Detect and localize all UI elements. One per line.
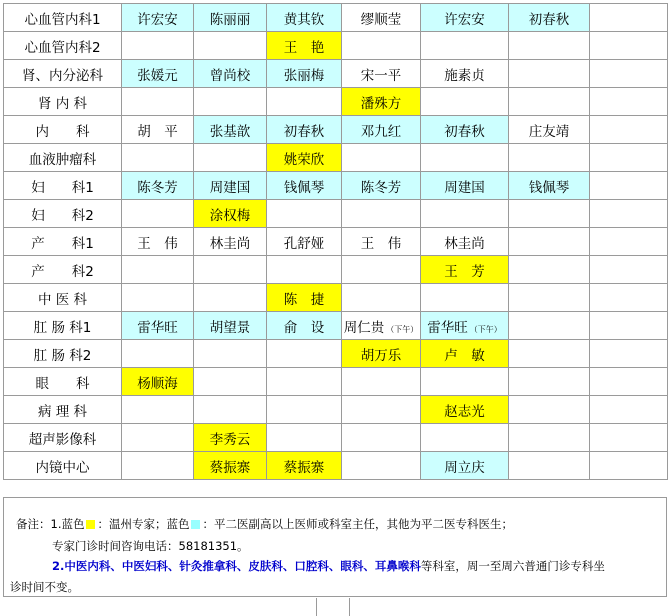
- doctor-cell: [194, 172, 267, 200]
- doctor-cell: [590, 424, 668, 452]
- doctor-cell: [421, 144, 509, 172]
- doctor-name: 周仁贵: [343, 319, 385, 336]
- department-cell: 妇 科2: [4, 200, 122, 228]
- doctor-cell: [267, 396, 342, 424]
- doctor-cell: [590, 4, 668, 32]
- doctor-cell: [122, 228, 194, 256]
- doctor-name: 林圭尚: [444, 235, 485, 252]
- doctor-cell: [421, 368, 509, 396]
- department-cell: 病 理 科: [4, 396, 122, 424]
- note-line-2: 专家门诊时间咨询电话：58181351。: [52, 539, 249, 553]
- department-cell: 产 科2: [4, 256, 122, 284]
- doctor-name: 周建国: [209, 179, 251, 196]
- department-cell: 妇 科1: [4, 172, 122, 200]
- table-row: [4, 32, 668, 60]
- doctor-cell: [122, 256, 194, 284]
- doctor-cell: [421, 312, 509, 340]
- doctor-cell: [590, 144, 668, 172]
- table-row: [4, 200, 668, 228]
- department-cell: 中 医 科: [4, 284, 122, 312]
- table-row: [4, 424, 668, 452]
- department-cell: 心血管内科1: [4, 4, 122, 32]
- doctor-cell: [194, 256, 267, 284]
- doctor-cell: [421, 228, 509, 256]
- doctor-cell: [421, 256, 509, 284]
- doctor-cell: [421, 396, 509, 424]
- doctor-cell: [194, 452, 267, 480]
- doctor-name: 李秀云: [209, 431, 251, 448]
- doctor-cell: [509, 284, 590, 312]
- doctor-cell: [267, 228, 342, 256]
- department-cell: 内 科: [4, 116, 122, 144]
- doctor-cell: [342, 116, 421, 144]
- doctor-cell: [509, 368, 590, 396]
- doctor-cell: [267, 60, 342, 88]
- doctor-cell: [509, 396, 590, 424]
- doctor-name: 许宏安: [444, 11, 485, 28]
- doctor-cell: [342, 368, 421, 396]
- doctor-cell: [122, 172, 194, 200]
- doctor-cell: [342, 424, 421, 452]
- doctor-cell: [590, 340, 668, 368]
- doctor-cell: [509, 340, 590, 368]
- doctor-name: 姚荣欣: [283, 151, 325, 168]
- doctor-cell: [267, 200, 342, 228]
- doctor-cell: [342, 284, 421, 312]
- note-departments: 中医内科、中医妇科、针灸推拿科、皮肤科、口腔科、眼科、耳鼻喉科: [64, 559, 421, 573]
- doctor-cell: [421, 200, 509, 228]
- doctor-cell: [590, 228, 668, 256]
- doctor-cell: [342, 4, 421, 32]
- doctor-name: 胡万乐: [360, 347, 402, 364]
- doctor-cell: [267, 452, 342, 480]
- doctor-cell: [122, 396, 194, 424]
- doctor-cell: [421, 172, 509, 200]
- doctor-cell: [421, 284, 509, 312]
- doctor-cell: [267, 284, 342, 312]
- department-cell: 肛 肠 科2: [4, 340, 122, 368]
- table-row: [4, 228, 668, 256]
- doctor-name: 王 艳: [283, 39, 325, 56]
- doctor-cell: [267, 424, 342, 452]
- doctor-cell: [590, 368, 668, 396]
- department-cell: 内镜中心: [4, 452, 122, 480]
- doctor-cell: [342, 340, 421, 368]
- doctor-cell: [122, 452, 194, 480]
- doctor-cell: [194, 312, 267, 340]
- doctor-cell: [342, 144, 421, 172]
- schedule-table: [3, 3, 668, 480]
- doctor-name: 庄友靖: [528, 123, 570, 140]
- doctor-cell: [421, 340, 509, 368]
- doctor-cell: [194, 144, 267, 172]
- doctor-cell: [194, 116, 267, 144]
- table-row: [4, 60, 668, 88]
- doctor-cell: [122, 4, 194, 32]
- doctor-name: 王 伟: [360, 235, 402, 252]
- department-cell: 肛 肠 科1: [4, 312, 122, 340]
- doctor-cell: [509, 4, 590, 32]
- afternoon-note: （下午）: [386, 324, 419, 334]
- doctor-cell: [342, 88, 421, 116]
- doctor-cell: [122, 284, 194, 312]
- doctor-cell: [122, 340, 194, 368]
- doctor-cell: [267, 256, 342, 284]
- department-cell: 肾 内 科: [4, 88, 122, 116]
- department-cell: 肾、内分泌科: [4, 60, 122, 88]
- note-line-1: [16, 514, 513, 535]
- doctor-name: 王 伟: [137, 235, 178, 252]
- doctor-cell: [342, 256, 421, 284]
- doctor-cell: [590, 256, 668, 284]
- doctor-name: 雷华旺: [427, 319, 468, 336]
- doctor-cell: [590, 32, 668, 60]
- doctor-cell: [194, 4, 267, 32]
- doctor-cell: [590, 452, 668, 480]
- doctor-cell: [509, 200, 590, 228]
- doctor-cell: [267, 368, 342, 396]
- doctor-cell: [421, 4, 509, 32]
- table-row: [4, 368, 668, 396]
- doctor-cell: [194, 60, 267, 88]
- doctor-cell: [194, 88, 267, 116]
- table-row: [4, 4, 668, 32]
- doctor-cell: [267, 144, 342, 172]
- doctor-cell: [267, 340, 342, 368]
- doctor-cell: [122, 312, 194, 340]
- note-label: 备注：1.蓝色: [16, 517, 85, 531]
- doctor-cell: [590, 116, 668, 144]
- department-cell: 眼 科: [4, 368, 122, 396]
- note-text: ：平二医副高以上医师或科室主任，其他为平二医专科医生；: [202, 517, 513, 531]
- doctor-name: 陈 捷: [283, 291, 325, 308]
- doctor-name: 陈丽丽: [209, 11, 251, 28]
- doctor-cell: [122, 144, 194, 172]
- doctor-name: 俞 设: [283, 319, 325, 336]
- table-row: [4, 172, 668, 200]
- table-row: [4, 312, 668, 340]
- doctor-cell: [509, 228, 590, 256]
- doctor-cell: [509, 452, 590, 480]
- doctor-cell: [267, 32, 342, 60]
- doctor-cell: [267, 88, 342, 116]
- afternoon-note: （下午）: [469, 324, 502, 334]
- doctor-name: 涂权梅: [209, 207, 251, 224]
- doctor-name: 邓九红: [360, 123, 402, 140]
- doctor-cell: [421, 424, 509, 452]
- department-cell: 血液肿瘤科: [4, 144, 122, 172]
- doctor-cell: [194, 284, 267, 312]
- doctor-cell: [122, 116, 194, 144]
- doctor-cell: [590, 60, 668, 88]
- doctor-cell: [194, 368, 267, 396]
- bottom-fragment: [316, 598, 350, 616]
- doctor-name: 曾尚校: [209, 67, 251, 84]
- note-text: ：温州专家；蓝色: [97, 517, 190, 531]
- table-row: [4, 340, 668, 368]
- doctor-cell: [421, 116, 509, 144]
- doctor-cell: [421, 452, 509, 480]
- doctor-cell: [122, 424, 194, 452]
- doctor-cell: [267, 312, 342, 340]
- doctor-name: 胡望景: [209, 319, 251, 336]
- table-row: [4, 88, 668, 116]
- doctor-name: 张基歆: [209, 123, 251, 140]
- doctor-cell: [421, 60, 509, 88]
- doctor-cell: [194, 424, 267, 452]
- doctor-name: 雷华旺: [137, 319, 178, 336]
- doctor-cell: [122, 200, 194, 228]
- department-cell: 超声影像科: [4, 424, 122, 452]
- table-row: [4, 144, 668, 172]
- doctor-cell: [194, 228, 267, 256]
- department-cell: 心血管内科2: [4, 32, 122, 60]
- doctor-name: 张丽梅: [283, 67, 325, 84]
- doctor-cell: [509, 424, 590, 452]
- doctor-cell: [590, 88, 668, 116]
- doctor-cell: [267, 172, 342, 200]
- doctor-name: 缪顺莹: [360, 11, 402, 28]
- table-row: [4, 452, 668, 480]
- doctor-cell: [342, 200, 421, 228]
- blue-swatch: [191, 520, 200, 529]
- doctor-cell: [342, 172, 421, 200]
- doctor-cell: [421, 32, 509, 60]
- doctor-name: 蔡振寨: [283, 459, 325, 476]
- doctor-name: 初春秋: [444, 123, 485, 140]
- doctor-cell: [122, 60, 194, 88]
- doctor-name: 初春秋: [528, 11, 570, 28]
- doctor-cell: [194, 200, 267, 228]
- doctor-name: 胡 平: [137, 123, 178, 140]
- doctor-cell: [342, 60, 421, 88]
- doctor-cell: [122, 32, 194, 60]
- doctor-cell: [421, 88, 509, 116]
- doctor-name: 钱佩琴: [283, 179, 325, 196]
- doctor-cell: [342, 32, 421, 60]
- doctor-name: 潘殊方: [360, 95, 402, 112]
- doctor-name: 蔡振寨: [209, 459, 251, 476]
- doctor-cell: [509, 116, 590, 144]
- doctor-cell: [590, 284, 668, 312]
- doctor-cell: [590, 312, 668, 340]
- doctor-cell: [194, 340, 267, 368]
- doctor-cell: [342, 396, 421, 424]
- doctor-cell: [194, 396, 267, 424]
- doctor-cell: [590, 396, 668, 424]
- doctor-cell: [509, 172, 590, 200]
- yellow-swatch: [86, 520, 95, 529]
- doctor-name: 卢 敏: [444, 347, 485, 364]
- doctor-name: 陈冬芳: [137, 179, 178, 196]
- doctor-cell: [342, 228, 421, 256]
- doctor-cell: [509, 256, 590, 284]
- doctor-cell: [509, 312, 590, 340]
- doctor-cell: [509, 32, 590, 60]
- doctor-cell: [342, 452, 421, 480]
- doctor-name: 许宏安: [137, 11, 178, 28]
- doctor-name: 周立庆: [444, 459, 485, 476]
- note-number: 2.: [52, 559, 65, 573]
- doctor-cell: [267, 116, 342, 144]
- note-line-3: [52, 556, 605, 577]
- doctor-name: 赵志光: [444, 403, 485, 420]
- doctor-name: 杨顺海: [137, 375, 178, 392]
- doctor-name: 周建国: [444, 179, 485, 196]
- table-row: [4, 396, 668, 424]
- doctor-cell: [509, 88, 590, 116]
- table-row: [4, 116, 668, 144]
- doctor-cell: [590, 200, 668, 228]
- doctor-cell: [122, 368, 194, 396]
- doctor-cell: [590, 172, 668, 200]
- note-line-4: 诊时间不变。: [10, 580, 79, 594]
- notes-box: [3, 497, 667, 597]
- doctor-cell: [194, 32, 267, 60]
- doctor-cell: [509, 144, 590, 172]
- doctor-name: 王 芳: [444, 263, 485, 280]
- doctor-name: 初春秋: [283, 123, 325, 140]
- note-text: 等科室，周一至周六普通门诊专科坐: [420, 559, 605, 573]
- doctor-cell: [267, 4, 342, 32]
- doctor-name: 张媛元: [137, 67, 178, 84]
- doctor-name: 陈冬芳: [360, 179, 402, 196]
- doctor-name: 钱佩琴: [528, 179, 570, 196]
- department-cell: 产 科1: [4, 228, 122, 256]
- doctor-cell: [509, 60, 590, 88]
- table-row: [4, 284, 668, 312]
- table-row: [4, 256, 668, 284]
- doctor-name: 宋一平: [360, 67, 402, 84]
- doctor-name: 黄其钦: [283, 11, 325, 28]
- doctor-name: 孔舒娅: [283, 235, 325, 252]
- doctor-cell: [122, 88, 194, 116]
- doctor-name: 林圭尚: [209, 235, 251, 252]
- doctor-name: 施素贞: [444, 67, 485, 84]
- doctor-cell: [342, 312, 421, 340]
